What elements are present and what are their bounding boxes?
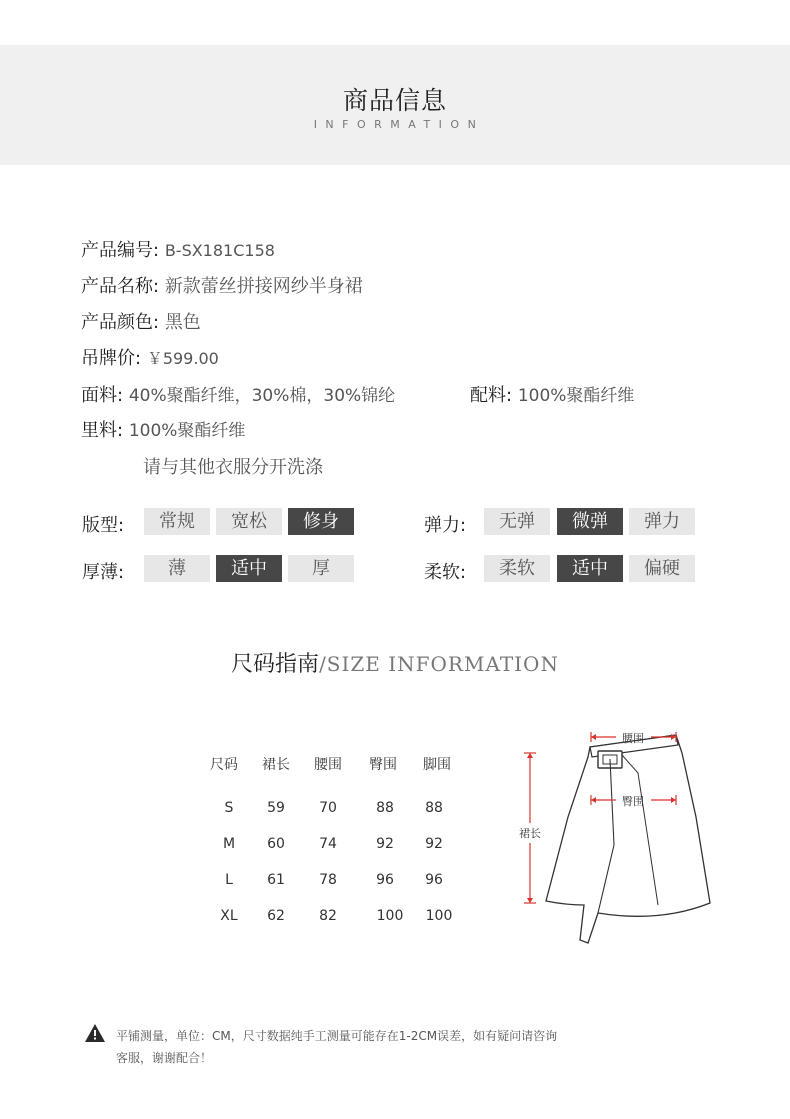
lining-value: 100%聚酯纤维 — [128, 421, 246, 441]
lining-label: 里料: — [81, 420, 124, 441]
wash-note: 请与其他衣服分开洗涤 — [143, 457, 323, 478]
length-label: 裙长 — [519, 827, 541, 840]
product-code-label: 产品编号: — [81, 240, 160, 261]
softness-option-hard: 偏硬 — [629, 555, 695, 582]
product-name-value: 新款蕾丝拼接网纱半身裙 — [164, 276, 363, 297]
size-cell: L — [225, 872, 233, 888]
size-cell: XL — [220, 908, 238, 924]
fabric-row — [81, 381, 395, 407]
size-cell: 61 — [267, 872, 285, 888]
thickness-label: 厚薄: — [82, 562, 125, 583]
fabric-value: 40%聚酯纤维，30%棉，30%锦纶 — [128, 386, 396, 406]
size-cell: 78 — [319, 872, 337, 888]
waist-label: 腰围 — [622, 732, 644, 745]
product-color-value: 黑色 — [164, 312, 201, 333]
elasticity-option-slight: 微弹 — [557, 508, 623, 535]
size-cell: S — [224, 800, 234, 816]
size-cell: 74 — [319, 836, 337, 852]
product-code-value: B-SX181C158 — [164, 241, 275, 260]
skirt-diagram — [510, 725, 730, 955]
size-cell: M — [222, 836, 236, 852]
info-header — [0, 45, 790, 165]
size-table-header: 尺码 — [210, 757, 238, 773]
size-cell: 92 — [425, 836, 443, 852]
size-cell: 96 — [425, 872, 443, 888]
thickness-option-thin: 薄 — [144, 555, 210, 582]
size-cell: 70 — [319, 800, 337, 816]
elasticity-label: 弹力: — [424, 515, 467, 536]
product-price-row — [81, 344, 219, 370]
size-cell: 82 — [319, 908, 337, 924]
accessory-row — [470, 381, 634, 407]
size-cell: 59 — [267, 800, 285, 816]
size-table-header: 脚围 — [423, 757, 451, 773]
size-cell: 92 — [376, 836, 394, 852]
fit-option-loose: 宽松 — [216, 508, 282, 535]
size-guide-title-cn: 尺码指南 — [231, 652, 320, 677]
size-guide-title — [0, 647, 790, 678]
size-table-header: 裙长 — [262, 757, 290, 773]
product-name-label: 产品名称: — [81, 276, 160, 297]
softness-option-medium: 适中 — [557, 555, 623, 582]
size-guide-title-en: /SIZE INFORMATION — [319, 652, 559, 676]
fabric-label: 面料: — [81, 385, 124, 406]
size-cell: 60 — [267, 836, 285, 852]
measure-note-line2: 客服，谢谢配合！ — [116, 1051, 213, 1065]
accessory-label: 配料: — [470, 385, 513, 406]
product-price-label: 吊牌价: — [81, 348, 142, 369]
product-name-row — [81, 272, 363, 298]
thickness-option-medium: 适中 — [216, 555, 282, 582]
hip-label: 臀围 — [622, 795, 644, 808]
section-subtitle: INFORMATION — [313, 118, 485, 131]
softness-option-soft: 柔软 — [484, 555, 550, 582]
product-color-label: 产品颜色: — [81, 312, 160, 333]
size-table-header: 臀围 — [369, 757, 397, 773]
size-cell: 88 — [425, 800, 443, 816]
size-cell: 100 — [376, 908, 404, 924]
warning-icon — [84, 1023, 106, 1043]
elasticity-option-none: 无弹 — [484, 508, 550, 535]
thickness-option-thick: 厚 — [288, 555, 354, 582]
softness-label: 柔软: — [424, 562, 467, 583]
product-color-row — [81, 308, 201, 334]
size-cell: 96 — [376, 872, 394, 888]
size-cell: 100 — [425, 908, 453, 924]
measure-note-line1: 平铺测量，单位：CM，尺寸数据纯手工测量可能存在1-2CM误差，如有疑问请咨询 — [116, 1029, 558, 1043]
accessory-value: 100%聚酯纤维 — [517, 386, 635, 406]
fit-label: 版型: — [82, 515, 125, 536]
elasticity-option-stretch: 弹力 — [629, 508, 695, 535]
lining-row — [81, 416, 245, 442]
fit-option-regular: 常规 — [144, 508, 210, 535]
skirt-outline — [546, 735, 710, 943]
section-title: 商品信息 — [342, 86, 447, 115]
fit-option-slim: 修身 — [288, 508, 354, 535]
product-price-value: ￥599.00 — [146, 349, 219, 368]
size-table-header: 腰围 — [314, 757, 342, 773]
product-code-row — [81, 236, 275, 262]
size-cell: 62 — [267, 908, 285, 924]
size-cell: 88 — [376, 800, 394, 816]
